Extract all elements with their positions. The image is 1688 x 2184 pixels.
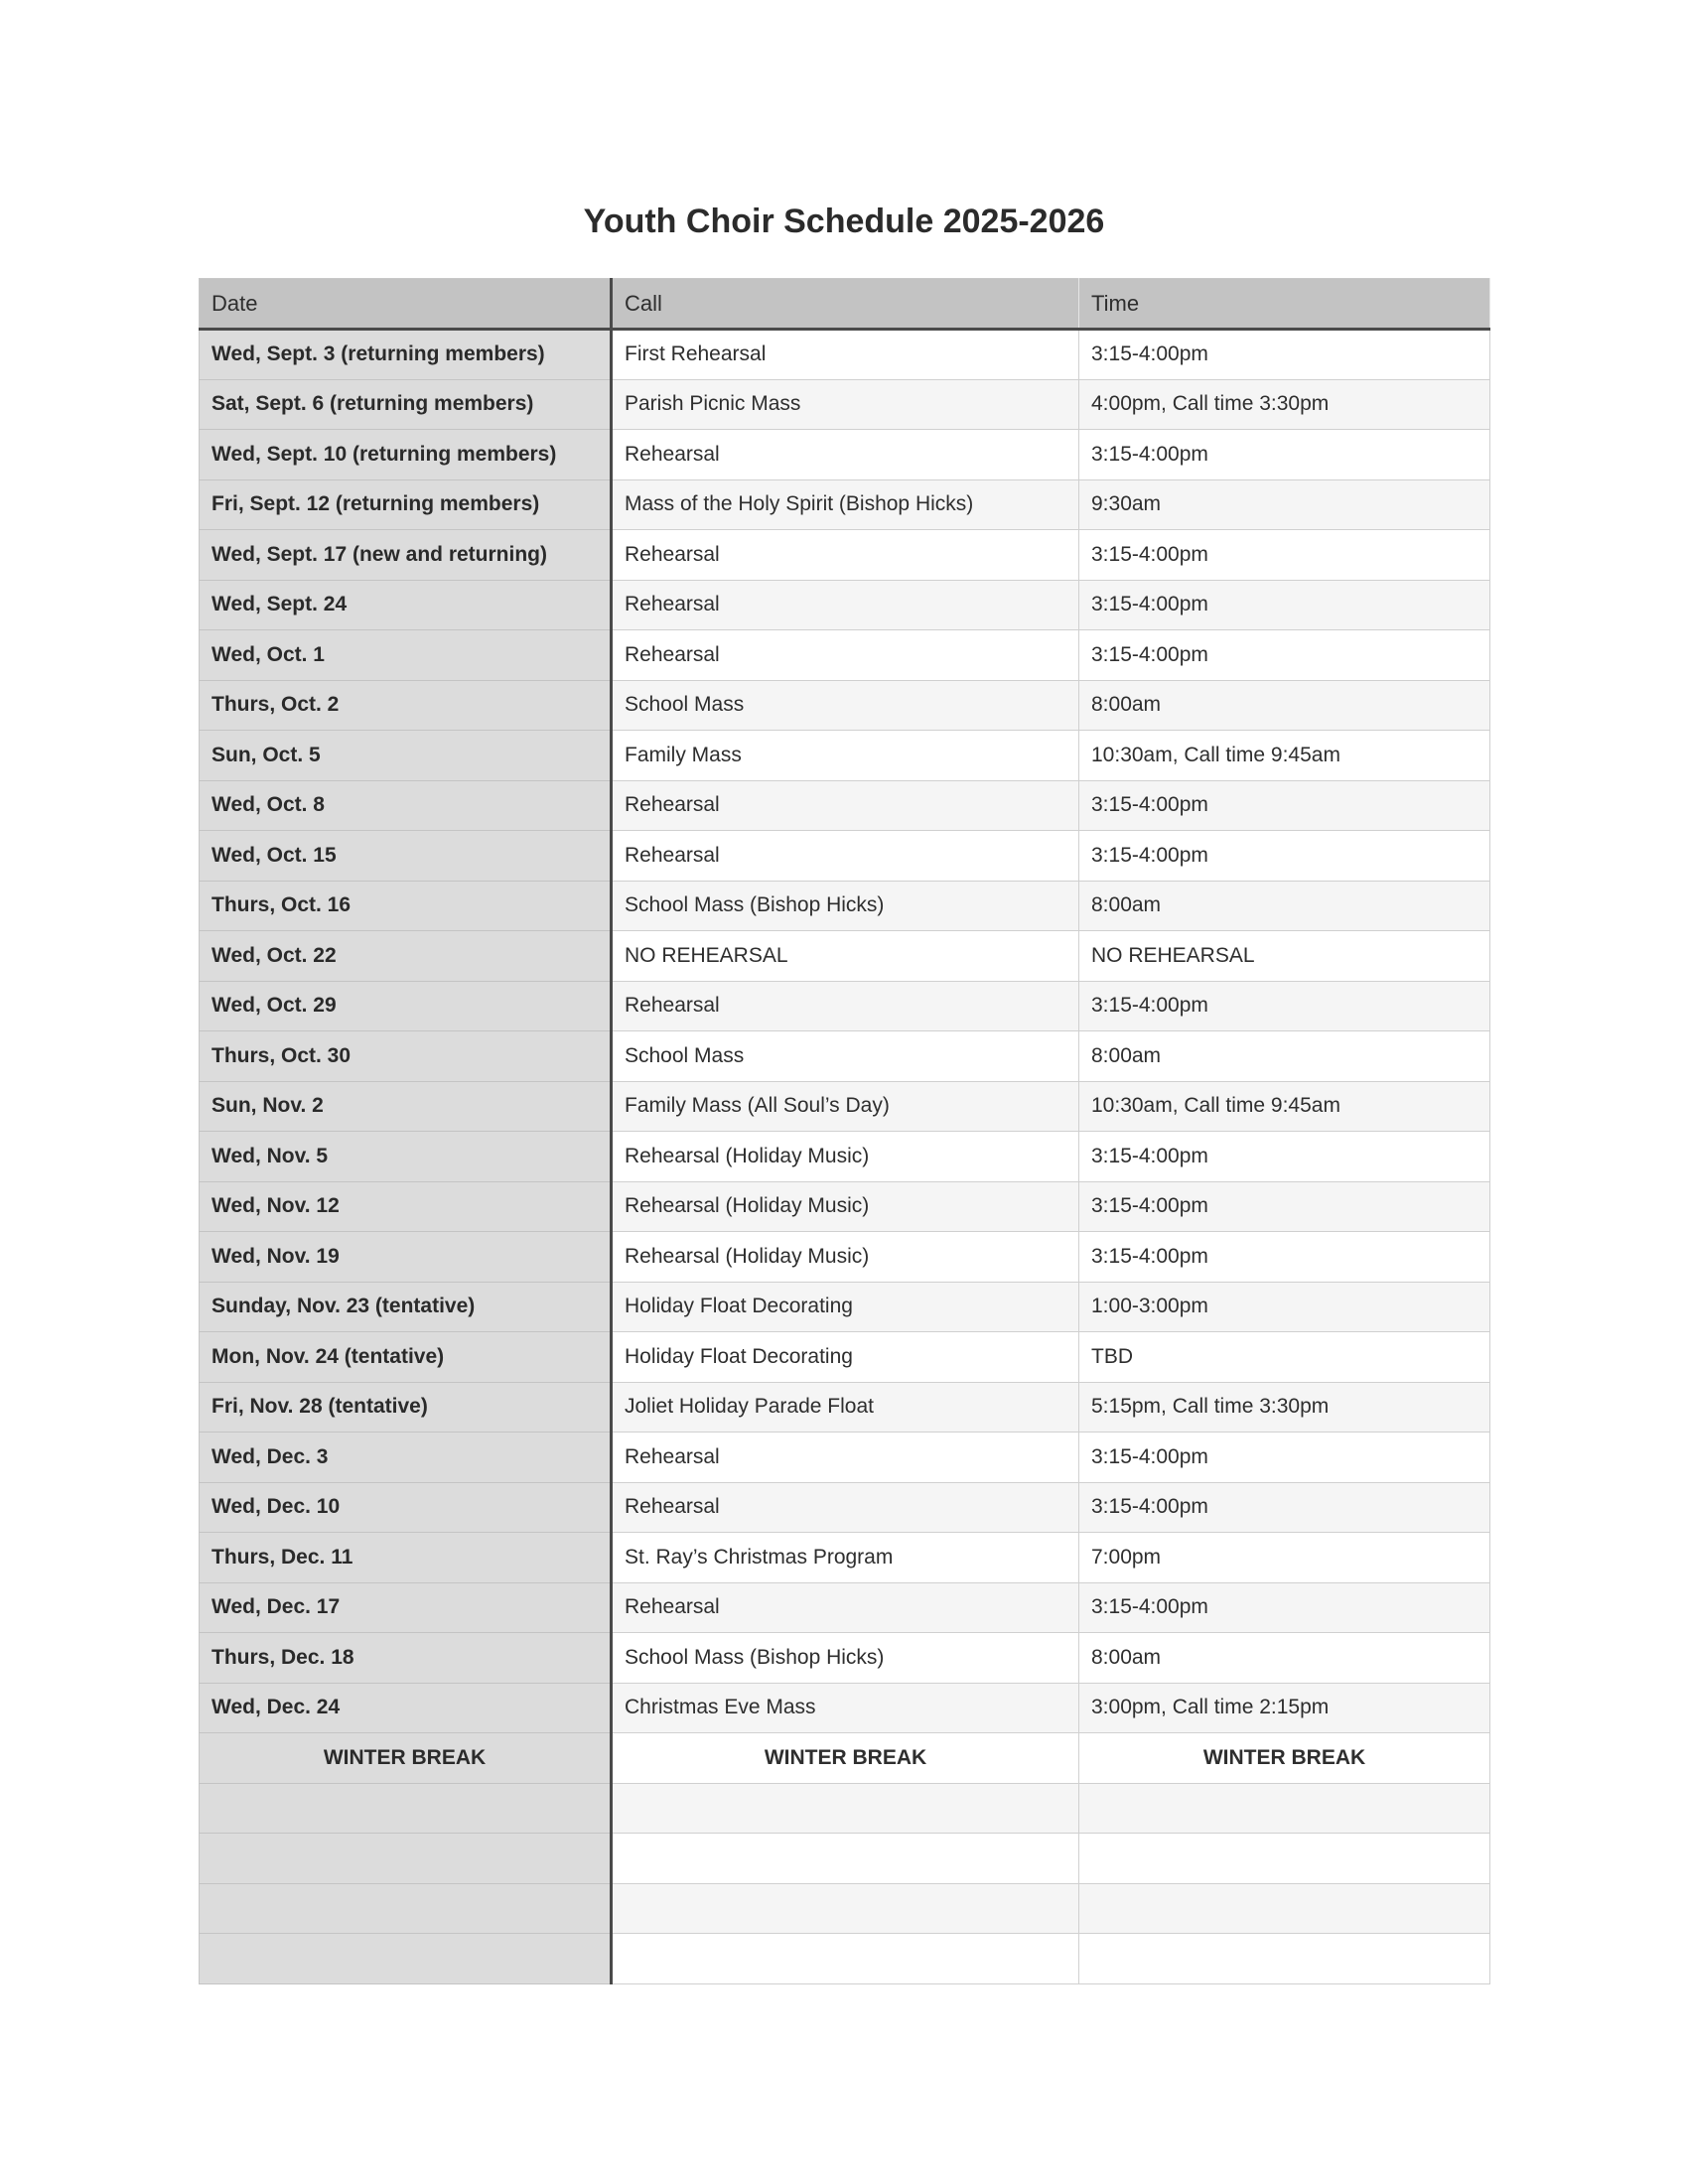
time-cell: WINTER BREAK: [1079, 1733, 1490, 1784]
call-cell: Rehearsal: [612, 630, 1079, 681]
time-cell: 3:15-4:00pm: [1079, 630, 1490, 681]
time-cell: 3:15-4:00pm: [1079, 580, 1490, 630]
table-row: [200, 1633, 1490, 1684]
page-title: Youth Choir Schedule 2025-2026: [583, 203, 1105, 240]
date-cell: Wed, Oct. 1: [200, 630, 612, 681]
time-cell: 1:00-3:00pm: [1079, 1282, 1490, 1332]
time-cell: 10:30am, Call time 9:45am: [1079, 731, 1490, 781]
date-cell: [200, 1934, 612, 1984]
table-row: [200, 1433, 1490, 1483]
time-cell: 3:15-4:00pm: [1079, 1433, 1490, 1483]
time-cell: 5:15pm, Call time 3:30pm: [1079, 1382, 1490, 1433]
table-row: [200, 430, 1490, 480]
table-row: [200, 1081, 1490, 1132]
date-cell: Mon, Nov. 24 (tentative): [200, 1332, 612, 1383]
call-cell: Christmas Eve Mass: [612, 1683, 1079, 1733]
call-cell: [612, 1834, 1079, 1884]
table-row: [200, 630, 1490, 681]
table-row: [200, 1582, 1490, 1633]
call-cell: Rehearsal: [612, 430, 1079, 480]
time-cell: 3:15-4:00pm: [1079, 1582, 1490, 1633]
date-cell: Fri, Nov. 28 (tentative): [200, 1382, 612, 1433]
time-cell: 3:15-4:00pm: [1079, 530, 1490, 581]
table-row: [200, 1683, 1490, 1733]
date-cell: Wed, Nov. 12: [200, 1181, 612, 1232]
column-header-date: Date: [200, 279, 612, 330]
winter-break-row: [200, 1733, 1490, 1784]
date-cell: Wed, Dec. 24: [200, 1683, 612, 1733]
table-row: [200, 530, 1490, 581]
date-cell: Thurs, Oct. 16: [200, 881, 612, 931]
call-cell: Rehearsal (Holiday Music): [612, 1132, 1079, 1182]
call-cell: NO REHEARSAL: [612, 931, 1079, 982]
table-row: [200, 330, 1490, 380]
time-cell: 3:15-4:00pm: [1079, 831, 1490, 882]
call-cell: Parish Picnic Mass: [612, 379, 1079, 430]
date-cell: Wed, Nov. 19: [200, 1232, 612, 1283]
table-row: [200, 1332, 1490, 1383]
date-cell: [200, 1883, 612, 1934]
date-cell: Fri, Sept. 12 (returning members): [200, 479, 612, 530]
time-cell: [1079, 1783, 1490, 1834]
time-cell: [1079, 1934, 1490, 1984]
date-cell: Thurs, Oct. 2: [200, 680, 612, 731]
call-cell: Joliet Holiday Parade Float: [612, 1382, 1079, 1433]
time-cell: 8:00am: [1079, 680, 1490, 731]
call-cell: [612, 1934, 1079, 1984]
time-cell: 7:00pm: [1079, 1533, 1490, 1583]
table-row: [200, 680, 1490, 731]
empty-row: [200, 1883, 1490, 1934]
call-cell: Rehearsal: [612, 831, 1079, 882]
table-row: [200, 1031, 1490, 1082]
call-cell: Mass of the Holy Spirit (Bishop Hicks): [612, 479, 1079, 530]
date-cell: Wed, Sept. 24: [200, 580, 612, 630]
table-row: [200, 479, 1490, 530]
time-cell: 3:15-4:00pm: [1079, 1132, 1490, 1182]
time-cell: 8:00am: [1079, 1633, 1490, 1684]
call-cell: St. Ray’s Christmas Program: [612, 1533, 1079, 1583]
date-cell: WINTER BREAK: [200, 1733, 612, 1784]
date-cell: Wed, Oct. 29: [200, 981, 612, 1031]
header-row: [200, 279, 1490, 330]
time-cell: 9:30am: [1079, 479, 1490, 530]
call-cell: Rehearsal (Holiday Music): [612, 1181, 1079, 1232]
table-row: [200, 580, 1490, 630]
time-cell: 3:15-4:00pm: [1079, 430, 1490, 480]
table-row: [200, 780, 1490, 831]
table-row: [200, 731, 1490, 781]
call-cell: School Mass: [612, 1031, 1079, 1082]
time-cell: 3:15-4:00pm: [1079, 1232, 1490, 1283]
date-cell: [200, 1783, 612, 1834]
table-header: [200, 279, 1490, 330]
date-cell: Sat, Sept. 6 (returning members): [200, 379, 612, 430]
table-row: [200, 1132, 1490, 1182]
empty-row: [200, 1834, 1490, 1884]
time-cell: 3:00pm, Call time 2:15pm: [1079, 1683, 1490, 1733]
call-cell: Rehearsal (Holiday Music): [612, 1232, 1079, 1283]
table-row: [200, 1181, 1490, 1232]
time-cell: 3:15-4:00pm: [1079, 1482, 1490, 1533]
date-cell: Sun, Oct. 5: [200, 731, 612, 781]
column-header-time: Time: [1079, 279, 1490, 330]
date-cell: Wed, Oct. 8: [200, 780, 612, 831]
date-cell: Wed, Dec. 3: [200, 1433, 612, 1483]
time-cell: 8:00am: [1079, 881, 1490, 931]
time-cell: 4:00pm, Call time 3:30pm: [1079, 379, 1490, 430]
call-cell: Rehearsal: [612, 1482, 1079, 1533]
call-cell: Rehearsal: [612, 981, 1079, 1031]
empty-row: [200, 1934, 1490, 1984]
call-cell: Rehearsal: [612, 530, 1079, 581]
table-row: [200, 379, 1490, 430]
empty-row: [200, 1783, 1490, 1834]
call-cell: School Mass (Bishop Hicks): [612, 1633, 1079, 1684]
time-cell: [1079, 1883, 1490, 1934]
call-cell: Rehearsal: [612, 1582, 1079, 1633]
time-cell: NO REHEARSAL: [1079, 931, 1490, 982]
table-row: [200, 931, 1490, 982]
call-cell: School Mass: [612, 680, 1079, 731]
call-cell: Holiday Float Decorating: [612, 1282, 1079, 1332]
date-cell: Thurs, Oct. 30: [200, 1031, 612, 1082]
call-cell: [612, 1783, 1079, 1834]
call-cell: School Mass (Bishop Hicks): [612, 881, 1079, 931]
time-cell: 3:15-4:00pm: [1079, 1181, 1490, 1232]
time-cell: 3:15-4:00pm: [1079, 981, 1490, 1031]
table-row: [200, 1282, 1490, 1332]
date-cell: [200, 1834, 612, 1884]
date-cell: Wed, Dec. 17: [200, 1582, 612, 1633]
date-cell: Wed, Sept. 17 (new and returning): [200, 530, 612, 581]
call-cell: Family Mass (All Soul’s Day): [612, 1081, 1079, 1132]
call-cell: First Rehearsal: [612, 330, 1079, 380]
date-cell: Thurs, Dec. 11: [200, 1533, 612, 1583]
time-cell: TBD: [1079, 1332, 1490, 1383]
time-cell: 8:00am: [1079, 1031, 1490, 1082]
time-cell: 10:30am, Call time 9:45am: [1079, 1081, 1490, 1132]
date-cell: Wed, Sept. 10 (returning members): [200, 430, 612, 480]
date-cell: Wed, Oct. 15: [200, 831, 612, 882]
date-cell: Thurs, Dec. 18: [200, 1633, 612, 1684]
table-row: [200, 1232, 1490, 1283]
table-row: [200, 831, 1490, 882]
table-row: [200, 1382, 1490, 1433]
call-cell: WINTER BREAK: [612, 1733, 1079, 1784]
table-row: [200, 1533, 1490, 1583]
date-cell: Sunday, Nov. 23 (tentative): [200, 1282, 612, 1332]
call-cell: Rehearsal: [612, 780, 1079, 831]
call-cell: Rehearsal: [612, 1433, 1079, 1483]
call-cell: Family Mass: [612, 731, 1079, 781]
call-cell: Holiday Float Decorating: [612, 1332, 1079, 1383]
time-cell: 3:15-4:00pm: [1079, 330, 1490, 380]
time-cell: 3:15-4:00pm: [1079, 780, 1490, 831]
table-row: [200, 1482, 1490, 1533]
call-cell: [612, 1883, 1079, 1934]
date-cell: Sun, Nov. 2: [200, 1081, 612, 1132]
table-row: [200, 881, 1490, 931]
schedule-table: [199, 278, 1490, 1984]
table-body: [200, 330, 1490, 1984]
date-cell: Wed, Nov. 5: [200, 1132, 612, 1182]
call-cell: Rehearsal: [612, 580, 1079, 630]
date-cell: Wed, Oct. 22: [200, 931, 612, 982]
date-cell: Wed, Sept. 3 (returning members): [200, 330, 612, 380]
time-cell: [1079, 1834, 1490, 1884]
table-row: [200, 981, 1490, 1031]
date-cell: Wed, Dec. 10: [200, 1482, 612, 1533]
column-header-call: Call: [612, 279, 1079, 330]
